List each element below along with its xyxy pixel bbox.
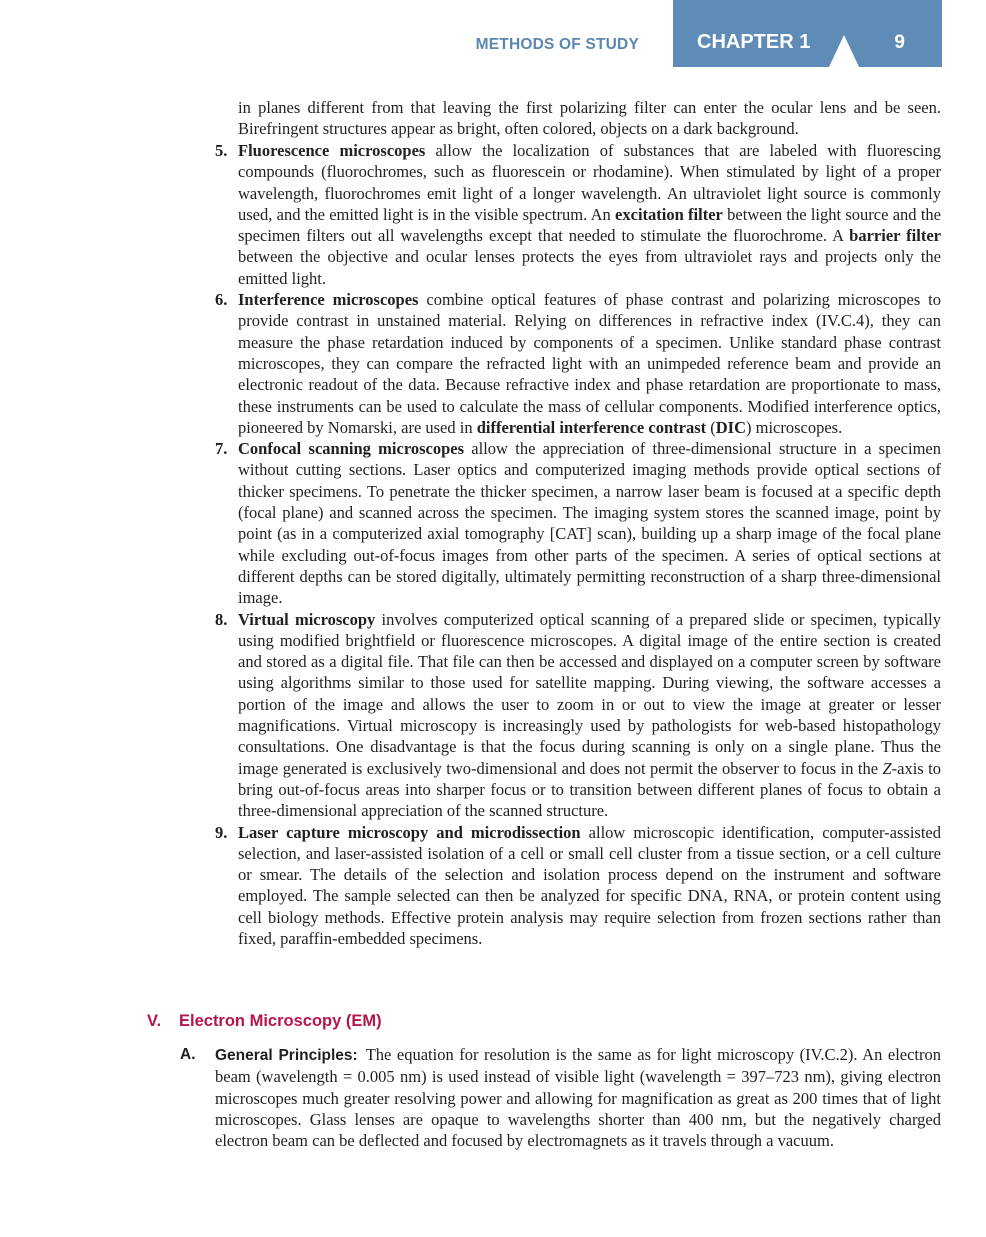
item-term: excitation filter (615, 204, 723, 224)
section-title: Electron Microscopy (EM) (179, 1012, 382, 1030)
page-number: 9 (894, 32, 905, 53)
item-term: DIC (715, 417, 746, 437)
item-term: Confocal scanning microscopes (238, 439, 465, 459)
item-text: ( (706, 417, 716, 437)
subsection-general-principles (180, 1044, 941, 1151)
item-number: 7. (215, 439, 228, 459)
item-number: 9. (215, 822, 228, 842)
subsection-title: General Principles: (215, 1047, 358, 1064)
list-item-interference (215, 289, 941, 438)
section-number: V. (147, 1012, 162, 1030)
lead-paragraph: in planes different from that leaving the first polarizing filter can enter the ocular lens and be seen. Birefringent structures appear as bright, often colored, objects on a dark background. (238, 98, 941, 139)
item-text: between the objective and ocular lenses protects the eyes from ultraviolet rays and projects only the emitted light. (238, 247, 941, 288)
list-item-laser-capture (215, 822, 941, 950)
list-item-fluorescence (215, 140, 941, 289)
chapter-tab (673, 0, 942, 67)
item-text: -axis to bring out-of-focus areas into sharper focus or to transition between different planes of focus to obtain a three-dimensional appreciation of the scanned structure. (238, 758, 941, 821)
item-text: allow the localization of substances that are labeled with fluorescing compounds (fluorochromes, such as fluorescein or rhodamine). When stimulated by light of a proper wavelength, fluorochromes emit light of a longer wavelength. An ultraviolet light source is commonly used, and the emitted light is in the visible spectrum. An (238, 141, 941, 224)
item-number: 6. (215, 290, 228, 310)
item-text: between the light source and the specimen filters out all wavelengths except that needed to stimulate the fluorochrome. A (238, 204, 941, 246)
item-text: allow microscopic identification, computer-assisted selection, and laser-assisted isolation of a cell or small cell cluster from a tissue section, or a cell culture or smear. The details of the selection and isolation process depend on the instrument and software employed. The sample selected can then be analyzed for specific DNA, RNA, or protein content using cell biology methods. Effective protein analysis may require selection from frozen sections rather than fixed, paraffin-embedded specimens. (238, 822, 941, 948)
list-item-confocal (215, 438, 941, 608)
section-heading (147, 1012, 382, 1031)
item-text: allow the appreciation of three-dimensional structure in a specimen without cutting sections. Laser optics and computerized imaging methods provide optical sections of thicker specimens. To penetrate the thicker specimen, a narrow laser beam is focused at a specific depth (focal plane) and scanned across the specimen. The imaging system stores the scanned image, point by point (as in a computerized axial tomography [CAT] scan), building up a sharp image of the focal plane while excluding out-of-focus images from other parts of the specimen. A series of optical sections at different depths can be stored digitally, ultimately permitting reconstruction of a sharp three-dimensional image. (238, 439, 941, 608)
item-term: Fluorescence microscopes (238, 141, 426, 160)
item-term: differential interference contrast (476, 417, 707, 437)
item-term: barrier filter (849, 226, 941, 246)
chapter-label: CHAPTER 1 (697, 31, 811, 53)
item-text: combine optical features of phase contrast and polarizing microscopes to provide contrast in unstained material. Relying on differences in refractive index (IV.C.4), they can measure the phase retardation induced by components of a specimen. Unlike standard phase contrast microscopes, they can compare the refracted light with an unimpeded reference beam and provide an electronic readout of the data. Because refractive index and phase retardation are proportionate to mass, these instruments can be used to calculate the mass of cellular components. Modified interference optics, pioneered by Nomarski, are used in (238, 290, 941, 437)
item-number: 5. (215, 141, 228, 160)
item-term: Laser capture microscopy and microdissection (238, 822, 581, 842)
item-term: Virtual microscopy (238, 609, 376, 629)
subsection-letter: A. (180, 1046, 196, 1063)
item-text: ) microscopes. (746, 417, 843, 437)
subsection-text: The equation for resolution is the same as for light microscopy (IV.C.2). An electron beam (wavelength = 0.005 nm) is used instead of visible light (wavelength = 397–723 nm), giving electron microscopes much greater resolving power and allowing for magnification as great as 200 times that of light microscopes. Glass lenses are opaque to wavelengths shorter than 400 nm, but the negatively charged electron beam can be deflected and focused by electromagnets as it travels through a vacuum. (215, 1045, 941, 1151)
numbered-list (215, 140, 941, 949)
list-item-virtual (215, 609, 941, 822)
item-term: Interference microscopes (238, 290, 419, 310)
running-header-section: METHODS OF STUDY (475, 36, 639, 53)
item-number: 8. (215, 609, 228, 629)
tab-notch-shape (829, 35, 859, 67)
item-italic: Z (882, 758, 892, 778)
item-text: involves computerized optical scanning of a prepared slide or specimen, typically using modified brightfield or fluorescence microscopes. A digital image of the entire section is created and stored as a digital file. That file can then be accessed and displayed on a computer screen by software using algorithms similar to those used for satellite mapping. During viewing, the software accesses a portion of the image and allows the user to zoom in or out to view the image at greater or lesser magnifications. Virtual microscopy is increasingly used by pathologists for web-based histopathology consultations. One disadvantage is that the focus during scanning is only on a single plane. Thus the image generated is exclusively two-dimensional and does not permit the observer to focus in the (238, 609, 941, 778)
